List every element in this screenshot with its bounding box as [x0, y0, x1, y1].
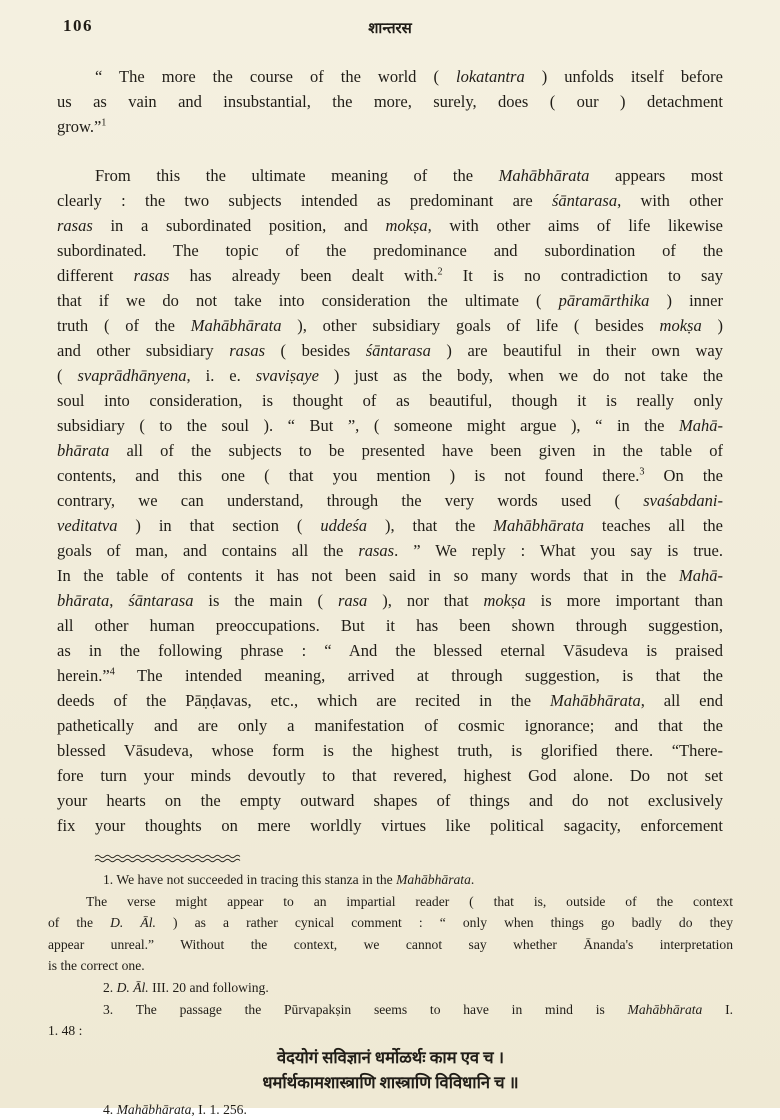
paragraph-quote: [57, 64, 723, 139]
text-line: different rasas has already been dealt with.$^2$ It is no contradiction to say: [57, 266, 724, 285]
text-line: of the D. Āl. ) as a rather cynical comment : “ only when things go badly do they: [48, 915, 734, 931]
text-line: us as vain and insubstantial, the more, surely, does ( our ) detachment: [57, 92, 723, 111]
text-line: rasas in a subordinated position, and mokṣa, with other aims of life likewise: [57, 216, 724, 235]
text-line: your hearts on the empty outward shapes of things and do not exclusively: [57, 791, 723, 810]
text-line: pathetically and are only a manifestation of cosmic ignorance; and that the: [57, 716, 723, 735]
text-line: “ The more the course of the world ( lokatantra ) unfolds itself before: [95, 67, 723, 86]
text-line: 2. D. Āl. III. 20 and following.: [103, 979, 269, 995]
text-line: as in the following phrase : “ And the blessed eternal Vāsudeva is praised: [57, 641, 723, 660]
text-line: bhārata all of the subjects to be presented have been given in the table of: [57, 441, 723, 460]
sanskrit-verse: [48, 1045, 733, 1095]
text-line: वेदयोगं सविज्ञानं धर्मोळर्थः काम एव च ।: [277, 1047, 504, 1067]
text-line: contrary, we can understand, through the very words used ( svaśabdani-: [57, 491, 723, 510]
text-line: herein.”$^4$ The intended meaning, arrived at through suggestion, is that the: [57, 666, 723, 685]
text-line: deeds of the Pāṇḍavas, etc., which are recited in the Mahābhārata, all end: [57, 691, 723, 710]
text-line: 1. We have not succeeded in tracing this stanza in the Mahābhārata.: [103, 872, 475, 887]
text-line: From this the ultimate meaning of the Mahābhārata appears most: [95, 166, 723, 185]
page-number: 106: [63, 16, 93, 35]
text-line: ( svaprādhānyena, i. e. svaviṣaye ) just as the body, when we do not take the: [57, 366, 723, 385]
text-line: grow.”$^1$: [57, 117, 107, 136]
text-line: 1. 48 :: [48, 1023, 83, 1039]
text-line: 4. Mahābhārata, I. 1. 256.: [103, 1101, 247, 1117]
paragraph-main: [57, 163, 723, 838]
text-line: contents, and this one ( that you mention ) is not found there.$^3$ On the: [57, 466, 724, 485]
text-line: blessed Vāsudeva, whose form is the highest truth, is glorified there. “There-: [57, 741, 723, 760]
page-header: [57, 14, 723, 44]
text-line: धर्मार्थकामशास्त्राणि शास्त्राणि विविधानि च ॥: [262, 1072, 519, 1092]
text-line: 3. The passage the Pūrvapakṣin seems to have in mind is Mahābhārata I.: [103, 1001, 733, 1017]
text-line: is the correct one.: [48, 958, 145, 974]
text-line: goals of man, and contains all the rasas. ” We reply : What you say is true.: [57, 541, 723, 560]
text-line: and other subsidiary rasas ( besides śāntarasa ) are beautiful in their own way: [57, 341, 723, 360]
text-line: fore turn your minds devoutly to that revered, highest God alone. Do not set: [57, 766, 723, 785]
footnote-4: [48, 1099, 733, 1120]
footnotes-block: [48, 869, 733, 1042]
footnotes-section: [48, 869, 733, 1120]
text-line: truth ( of the Mahābhārata ), other subsidiary goals of life ( besides mokṣa ): [57, 316, 724, 335]
text-line: all other human preoccupations. But it has been shown through suggestion,: [57, 616, 723, 635]
text-line: subordinated. The topic of the predominance and subordination of the: [57, 241, 723, 260]
text-line: veditatva ) in that section ( uddeśa ), that the Mahābhārata teaches all the: [57, 516, 723, 535]
footnote-separator-squiggle: [95, 851, 723, 861]
running-title: शान्तरस: [368, 21, 412, 37]
text-line: fix your thoughts on mere worldly virtues like political sagacity, enforcement: [57, 816, 723, 835]
text-line: The verse might appear to an impartial reader ( that is, outside of the context: [86, 893, 733, 909]
text-line: bhārata, śāntarasa is the main ( rasa ), nor that mokṣa is more important than: [57, 591, 723, 610]
text-line: subsidiary ( to the soul ). “ But ”, ( someone might argue ), “ in the Mahā-: [57, 416, 723, 435]
text-line: clearly : the two subjects intended as predominant are śāntarasa, with other: [57, 191, 723, 210]
text-line: soul into consideration, is thought of as beautiful, though it is really only: [57, 391, 723, 410]
main-text: [57, 64, 723, 838]
text-line: appear unreal.” Without the context, we cannot say whether Ānanda's interpretation: [48, 936, 733, 952]
text-line: In the table of contents it has not been said in so many words that in the Mahā-: [57, 566, 723, 585]
text-line: that if we do not take into consideration the ultimate ( pāramārthika ) inner: [57, 291, 723, 310]
